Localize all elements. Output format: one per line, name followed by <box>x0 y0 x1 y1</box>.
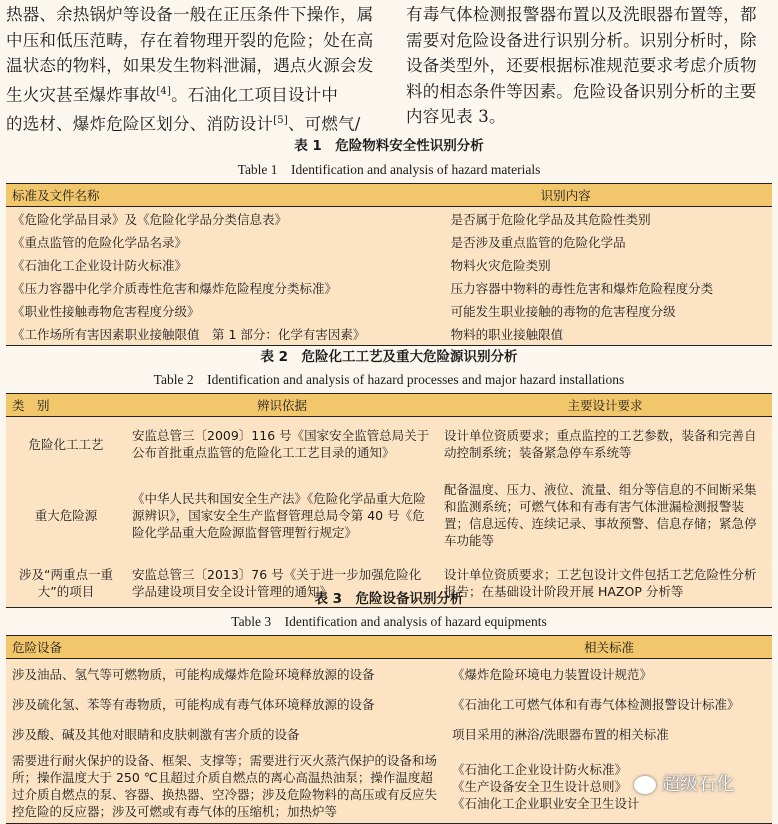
table2-header-basis: 辨识依据 <box>126 394 438 417</box>
table-row <box>6 253 772 276</box>
table-cell: 《工作场所有害因素职业接触限值 第 1 部分：化学有害因素》 <box>6 322 441 346</box>
table2-header-requirements: 主要设计要求 <box>438 394 772 417</box>
table-cell: 安监总管三〔2009〕116 号《国家安全监管总局关于公布首批重点监管的危险化工工艺目录的通知》 <box>126 417 438 472</box>
reference-4: [4] <box>156 85 172 97</box>
table-cell: 压力容器中物料的毒性危害和爆炸危险程度分类 <box>441 276 772 299</box>
intro-line <box>6 79 380 108</box>
intro-left-column <box>6 2 380 137</box>
table-header-row <box>6 636 772 659</box>
table-cell: 设计单位资质要求；重点监控的工艺参数，装备和完善自动控制系统；装备紧急停车系统等 <box>438 417 772 472</box>
table-row <box>6 417 772 472</box>
table-row <box>6 471 772 559</box>
intro-line: 内容见表 3。 <box>406 107 506 126</box>
table-header-row <box>6 184 772 207</box>
table1-caption-cn: 表 1 危险物料安全性识别分析 <box>294 138 484 154</box>
table-cell: 安监总管三〔2013〕76 号《关于进一步加强危险化学品建设项目安全设计管理的通知》 <box>126 559 438 608</box>
table-cell: 《中华人民共和国安全生产法》《危险化学品重大危险源辨识》，国家安全生产监督管理总局令第 40 号《危险化学品重大危险源监督管理暂行规定》 <box>126 471 438 559</box>
table-cell: 重大危险源 <box>6 471 126 559</box>
table-cell: 涉及油品、氢气等可燃物质，可能构成爆炸危险环境释放源的设备 <box>6 659 446 690</box>
table-cell: 《危险化学品目录》及《危险化学品分类信息表》 <box>6 207 441 231</box>
table1-header-standard: 标准及文件名称 <box>6 184 441 207</box>
table-cell: 需要进行耐火保护的设备、框架、支撑等；需要进行灭火蒸汽保护的设备和场所；操作温度大于 250 ℃且超过介质自燃点的离心高温热油泵；操作温度超过介质自燃点的泵、容器、换热器、空冷器；涉及危险物料的高压或有反应失控危险的反应器；涉及可燃或有毒气体的压缩机；加热炉等 <box>6 749 446 824</box>
table-cell: 物料火灾危险类别 <box>441 253 772 276</box>
intro-line: 设备类型外，还要根据标准规范要求考虑介质物 <box>406 56 757 75</box>
intro-line: 中压和低压范畴，存在着物理开裂的危险；处在高 <box>6 30 374 50</box>
table-row <box>6 719 772 749</box>
table-cell: 《石油化工企业设计防火标准》 <box>6 253 441 276</box>
reference-5: [5] <box>273 114 288 126</box>
table-row <box>6 689 772 719</box>
table-cell: 涉及酸、碱及其他对眼睛和皮肤刺激有害介质的设备 <box>6 719 446 749</box>
table3-caption-en: Table 3 Identification and analysis of hazard equipments <box>231 614 547 629</box>
table-header-row <box>6 394 772 417</box>
table-cell: 项目采用的淋浴/洗眼器布置的相关标准 <box>446 719 772 749</box>
table-row <box>6 207 772 231</box>
table-row <box>6 299 772 322</box>
table-cell: 《压力容器中化学介质毒性危害和爆炸危险程度分类标准》 <box>6 276 441 299</box>
intro-right-column <box>406 2 774 130</box>
table-cell: 可能发生职业接触的毒物的危害程度分级 <box>441 299 772 322</box>
intro-fragment: 、可燃气/ <box>287 114 361 133</box>
table2-caption-cn: 表 2 危险化工工艺及重大危险源识别分析 <box>260 349 518 365</box>
intro-line: 温状态的物料，如果发生物料泄漏，遇点火源会发 <box>6 56 374 75</box>
table-cell: 《石油化工可燃气体和有毒气体检测报警设计标准》 <box>446 689 772 719</box>
table-cell: 是否涉及重点监管的危险化学品 <box>441 230 772 253</box>
intro-line: 有毒气体检测报警器布置以及洗眼器布置等，都 <box>406 5 757 24</box>
watermark-text: 超级石化 <box>662 774 734 795</box>
intro-line <box>6 108 380 137</box>
table2-header-category: 类 别 <box>6 394 126 417</box>
table1-caption-en: Table 1 Identification and analysis of hazard materials <box>237 162 541 177</box>
table-cell: 《石油化工企业设计防火标准》 《生产设备安全卫生设计总则》 《石油化工企业职业安全卫生设计 <box>446 749 772 824</box>
wechat-icon <box>634 776 656 794</box>
table-cell: 设计单位资质要求；工艺包设计文件包括工艺危险性分析报告；在基础设计阶段开展 HAZOP 分析等 <box>438 559 772 608</box>
table1 <box>6 183 772 346</box>
table3-header-equipment: 危险设备 <box>6 636 446 659</box>
intro-line: 热器、余热锅炉等设备一般在正压条件下操作，属 <box>6 5 374 24</box>
table-row <box>6 276 772 299</box>
table2-caption-en: Table 2 Identification and analysis of hazard processes and major hazard installations <box>153 372 625 387</box>
table-row <box>6 659 772 690</box>
table2 <box>6 393 772 608</box>
table-row <box>6 322 772 346</box>
table-cell: 《爆炸危险环境电力装置设计规范》 <box>446 659 772 690</box>
table-cell: 是否属于危险化学品及其危险性类别 <box>441 207 772 231</box>
intro-line: 需要对危险设备进行识别分析。识别分析时，除 <box>406 30 757 50</box>
intro-line: 料的相态条件等因素。危险设备识别分析的主要 <box>406 81 757 101</box>
watermark <box>634 770 734 796</box>
table-cell: 配备温度、压力、液位、流量、组分等信息的不间断采集和监测系统；可燃气体和有毒有害气体泄漏检测报警装置；信息远传、连续记录、事故预警、信息存储；紧急停车功能等 <box>438 471 772 559</box>
intro-text <box>6 2 772 133</box>
table1-header-content: 识别内容 <box>441 184 772 207</box>
table-cell: 涉及硫化氢、苯等有毒物质，可能构成有毒气体环境释放源的设备 <box>6 689 446 719</box>
table-cell: 《重点监管的危险化学品名录》 <box>6 230 441 253</box>
table-cell: 危险化工工艺 <box>6 417 126 472</box>
intro-fragment: 。石油化工项目设计中 <box>171 85 339 104</box>
table3-caption-cn: 表 3 危险设备识别分析 <box>314 591 464 607</box>
intro-fragment: 生火灾甚至爆炸事故 <box>6 85 157 104</box>
table-row <box>6 230 772 253</box>
table3-header-standards: 相关标准 <box>446 636 772 659</box>
table-cell: 《职业性接触毒物危害程度分级》 <box>6 299 441 322</box>
table-cell: 物料的职业接触限值 <box>441 322 772 346</box>
intro-fragment: 的选材、爆炸危险区划分、消防设计 <box>6 114 274 133</box>
table-cell: 涉及“两重点一重大”的项目 <box>6 559 126 608</box>
